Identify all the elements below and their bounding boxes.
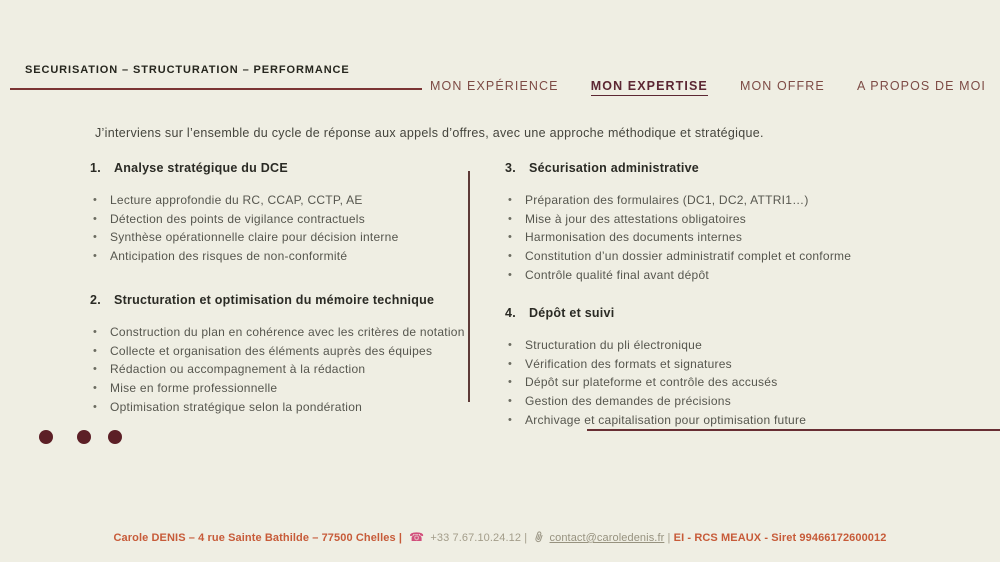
brand-tagline: SECURISATION – STRUCTURATION – PERFORMANCE — [25, 64, 350, 76]
section-bullet-list — [505, 191, 851, 285]
footer-separator: | — [667, 532, 671, 544]
bottom-accent-line — [587, 429, 1000, 431]
bullet-item: • Mise en forme professionnelle — [90, 379, 465, 398]
bullet-item: • Vérification des formats et signatures — [505, 355, 806, 374]
brand-underline-rule — [10, 88, 422, 90]
bullet-item: • Optimisation stratégique selon la pondération — [90, 398, 465, 417]
bullet-item: • Mise à jour des attestations obligatoires — [505, 210, 851, 229]
section-heading — [505, 160, 851, 176]
decorative-dot — [39, 430, 53, 444]
bullet-item: • Structuration du pli électronique — [505, 336, 806, 355]
intro-text: J’interviens sur l’ensemble du cycle de réponse aux appels d’offres, avec une approche méthodique et stratégique. — [95, 126, 764, 140]
bullet-item: • Détection des points de vigilance contractuels — [90, 210, 399, 229]
footer-phone: +33 7.67.10.24.12 | — [430, 532, 528, 544]
footer-identity: Carole DENIS – 4 rue Sainte Bathilde – 77500 Chelles | — [113, 532, 402, 544]
section-bullet-list — [90, 191, 399, 266]
section-structuration-memoire-technique — [90, 292, 465, 417]
bullet-item: • Dépôt sur plateforme et contrôle des accusés — [505, 373, 806, 392]
bullet-item: • Contrôle qualité final avant dépôt — [505, 266, 851, 285]
section-title: Structuration et optimisation du mémoire technique — [114, 293, 435, 307]
phone-icon: ☎ — [409, 530, 425, 544]
section-bullet-list — [90, 323, 465, 417]
section-number: 4. — [505, 306, 516, 320]
email-link[interactable]: contact@caroledenis.fr — [549, 532, 665, 544]
bullet-item: • Construction du plan en cohérence avec les critères de notation — [90, 323, 465, 342]
bullet-item: • Gestion des demandes de précisions — [505, 392, 806, 411]
bullet-item: • Collecte et organisation des éléments auprès des équipes — [90, 342, 465, 361]
bullet-item: • Préparation des formulaires (DC1, DC2, ATTRI1…) — [505, 191, 851, 210]
section-bullet-list — [505, 336, 806, 430]
footer-legal: EI - RCS MEAUX - Siret 99466172600012 — [673, 532, 887, 544]
bullet-item: • Archivage et capitalisation pour optimisation future — [505, 411, 806, 430]
section-depot-et-suivi — [505, 305, 806, 430]
bullet-item: • Anticipation des risques de non-conformité — [90, 247, 399, 266]
section-heading — [505, 305, 806, 321]
section-title: Analyse stratégique du DCE — [114, 161, 288, 175]
paperclip-icon — [534, 531, 544, 543]
nav-item-mon-offre[interactable]: MON OFFRE — [739, 79, 825, 93]
nav-item-mon-expertise[interactable]: MON EXPERTISE — [591, 79, 708, 96]
bullet-item: • Synthèse opérationnelle claire pour décision interne — [90, 228, 399, 247]
bullet-item: • Constitution d’un dossier administratif complet et conforme — [505, 247, 851, 266]
nav-item-a-propos-de-moi[interactable]: A PROPOS DE MOI — [856, 79, 986, 93]
bullet-item: • Rédaction ou accompagnement à la rédaction — [90, 360, 465, 379]
section-number: 1. — [90, 161, 101, 175]
section-analyse-strategique-dce — [90, 160, 399, 266]
nav-item-mon-experience[interactable]: MON EXPÉRIENCE — [430, 79, 559, 93]
section-number: 2. — [90, 293, 101, 307]
bullet-item: • Lecture approfondie du RC, CCAP, CCTP, AE — [90, 191, 399, 210]
section-number: 3. — [505, 161, 516, 175]
contact-footer — [0, 530, 1000, 546]
section-heading — [90, 292, 465, 308]
column-divider-line — [468, 171, 470, 402]
section-title: Sécurisation administrative — [529, 161, 700, 175]
decorative-dot — [108, 430, 122, 444]
section-heading — [90, 160, 399, 176]
decorative-dot — [77, 430, 91, 444]
section-title: Dépôt et suivi — [529, 306, 615, 320]
section-securisation-administrative — [505, 160, 851, 285]
main-nav — [430, 79, 986, 96]
bullet-item: • Harmonisation des documents internes — [505, 228, 851, 247]
